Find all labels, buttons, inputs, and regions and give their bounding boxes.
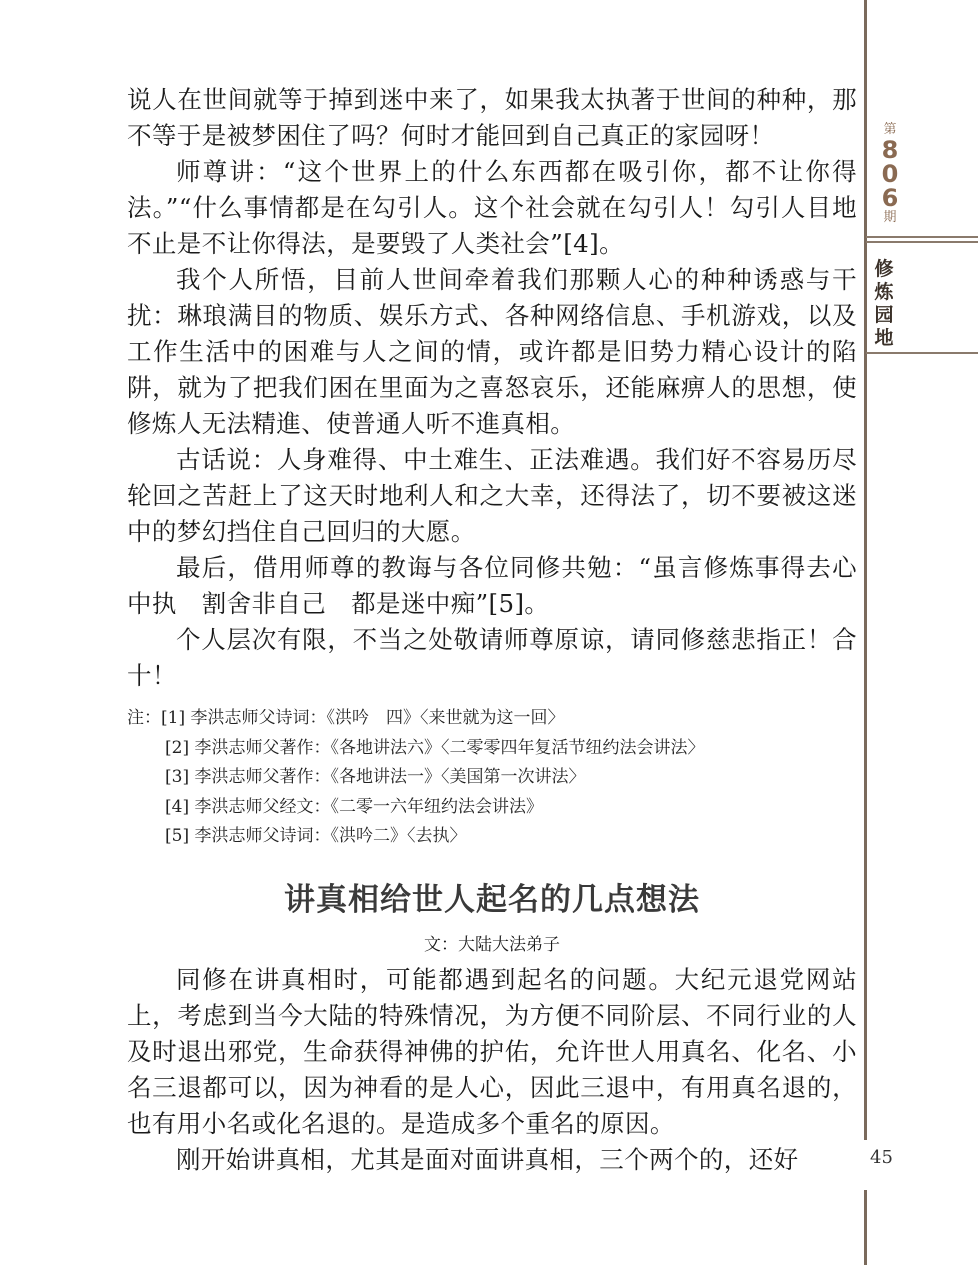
issue-digit: 6 <box>881 184 899 212</box>
text-column <box>127 82 857 1178</box>
margin-rule-gap <box>864 1140 867 1190</box>
section-char: 炼 <box>874 281 894 303</box>
article-byline: 文：大陆大法弟子 <box>424 934 560 955</box>
issue-suffix: 期 <box>883 210 897 225</box>
footnote: [2] 李洪志师父著作：《各地讲法六》〈二零零四年复活节纽约法会讲法〉 <box>165 737 705 758</box>
section-char: 修 <box>874 258 894 280</box>
sidebar-divider <box>866 352 978 354</box>
paragraph: 同修在讲真相时，可能都遇到起名的问题。大纪元退党网站上，考虑到当今大陆的特殊情况，为方便不同阶层、不同行业的人及时退出邪党，生命获得神佛的护佑，允许世人用真名、化名、小名三退都可以，因为神看的是人心，因此三退中，有用真名退的，也有用小名或化名退的。是造成多个重名的原因。 <box>127 964 857 1138</box>
paragraph: 师尊讲：“这个世界上的什么东西都在吸引你，都不让你得法。”“什么事情都是在勾引人。这个社会就在勾引人！勾引人目地不止是不让你得法，是要毁了人类社会”[4]。 <box>127 157 857 258</box>
issue-digit: 8 <box>881 136 899 164</box>
footnote: [3] 李洪志师父著作：《各地讲法一》〈美国第一次讲法〉 <box>165 767 586 787</box>
footnote: [4] 李洪志师父经文：《二零一六年纽约法会讲法》 <box>165 796 543 817</box>
issue-prefix: 第 <box>883 122 897 137</box>
article-title: 讲真相给世人起名的几点想法 <box>284 881 700 918</box>
paragraph: 古话说：人身难得、中土难生、正法难遇。我们好不容易历尽轮回之苦赶上了这天时地利人和之大幸，还得法了，切不要被这迷中的梦幻挡住自己回归的大愿。 <box>127 445 857 546</box>
paragraph: 我个人所悟，目前人世间牵着我们那颗人心的种种诱惑与干扰：琳琅满目的物质、娱乐方式、各种网络信息、手机游戏，以及工作生活中的困难与人之间的情，或许都是旧势力精心设计的陷阱，就为了把我们困在里面为之喜怒哀乐，还能麻痹人的思想，使修炼人无法精進、使普通人听不進真相。 <box>127 265 857 438</box>
sidebar-divider <box>866 236 978 238</box>
footnote: [5] 李洪志师父诗词：《洪吟二》〈去执〉 <box>165 826 467 846</box>
page-number: 45 <box>870 1147 893 1168</box>
sidebar-divider <box>866 241 978 243</box>
issue-badge <box>868 122 912 226</box>
section-char: 地 <box>874 327 894 349</box>
section-char: 园 <box>874 304 894 326</box>
paragraph: 刚开始讲真相，尤其是面对面讲真相，三个两个的，还好 <box>176 1144 799 1174</box>
paragraph: 个人层次有限，不当之处敬请师尊原谅，请同修慈悲指正！合十！ <box>127 625 857 690</box>
margin-rule <box>864 0 867 1265</box>
footnotes <box>127 704 857 852</box>
footnote: 注：[1] 李洪志师父诗词：《洪吟 四》〈来世就为这一回〉 <box>127 708 565 728</box>
paragraph: 说人在世间就等于掉到迷中来了，如果我太执著于世间的种种，那不等于是被梦困住了吗？何时才能回到自己真正的家园呀！ <box>127 85 857 150</box>
paragraph: 最后，借用师尊的教诲与各位同修共勉：“虽言修炼事得去心中执 割舍非自己 都是迷中痴”[5]。 <box>127 553 857 618</box>
issue-digit: 0 <box>881 160 899 188</box>
section-label <box>868 258 900 350</box>
